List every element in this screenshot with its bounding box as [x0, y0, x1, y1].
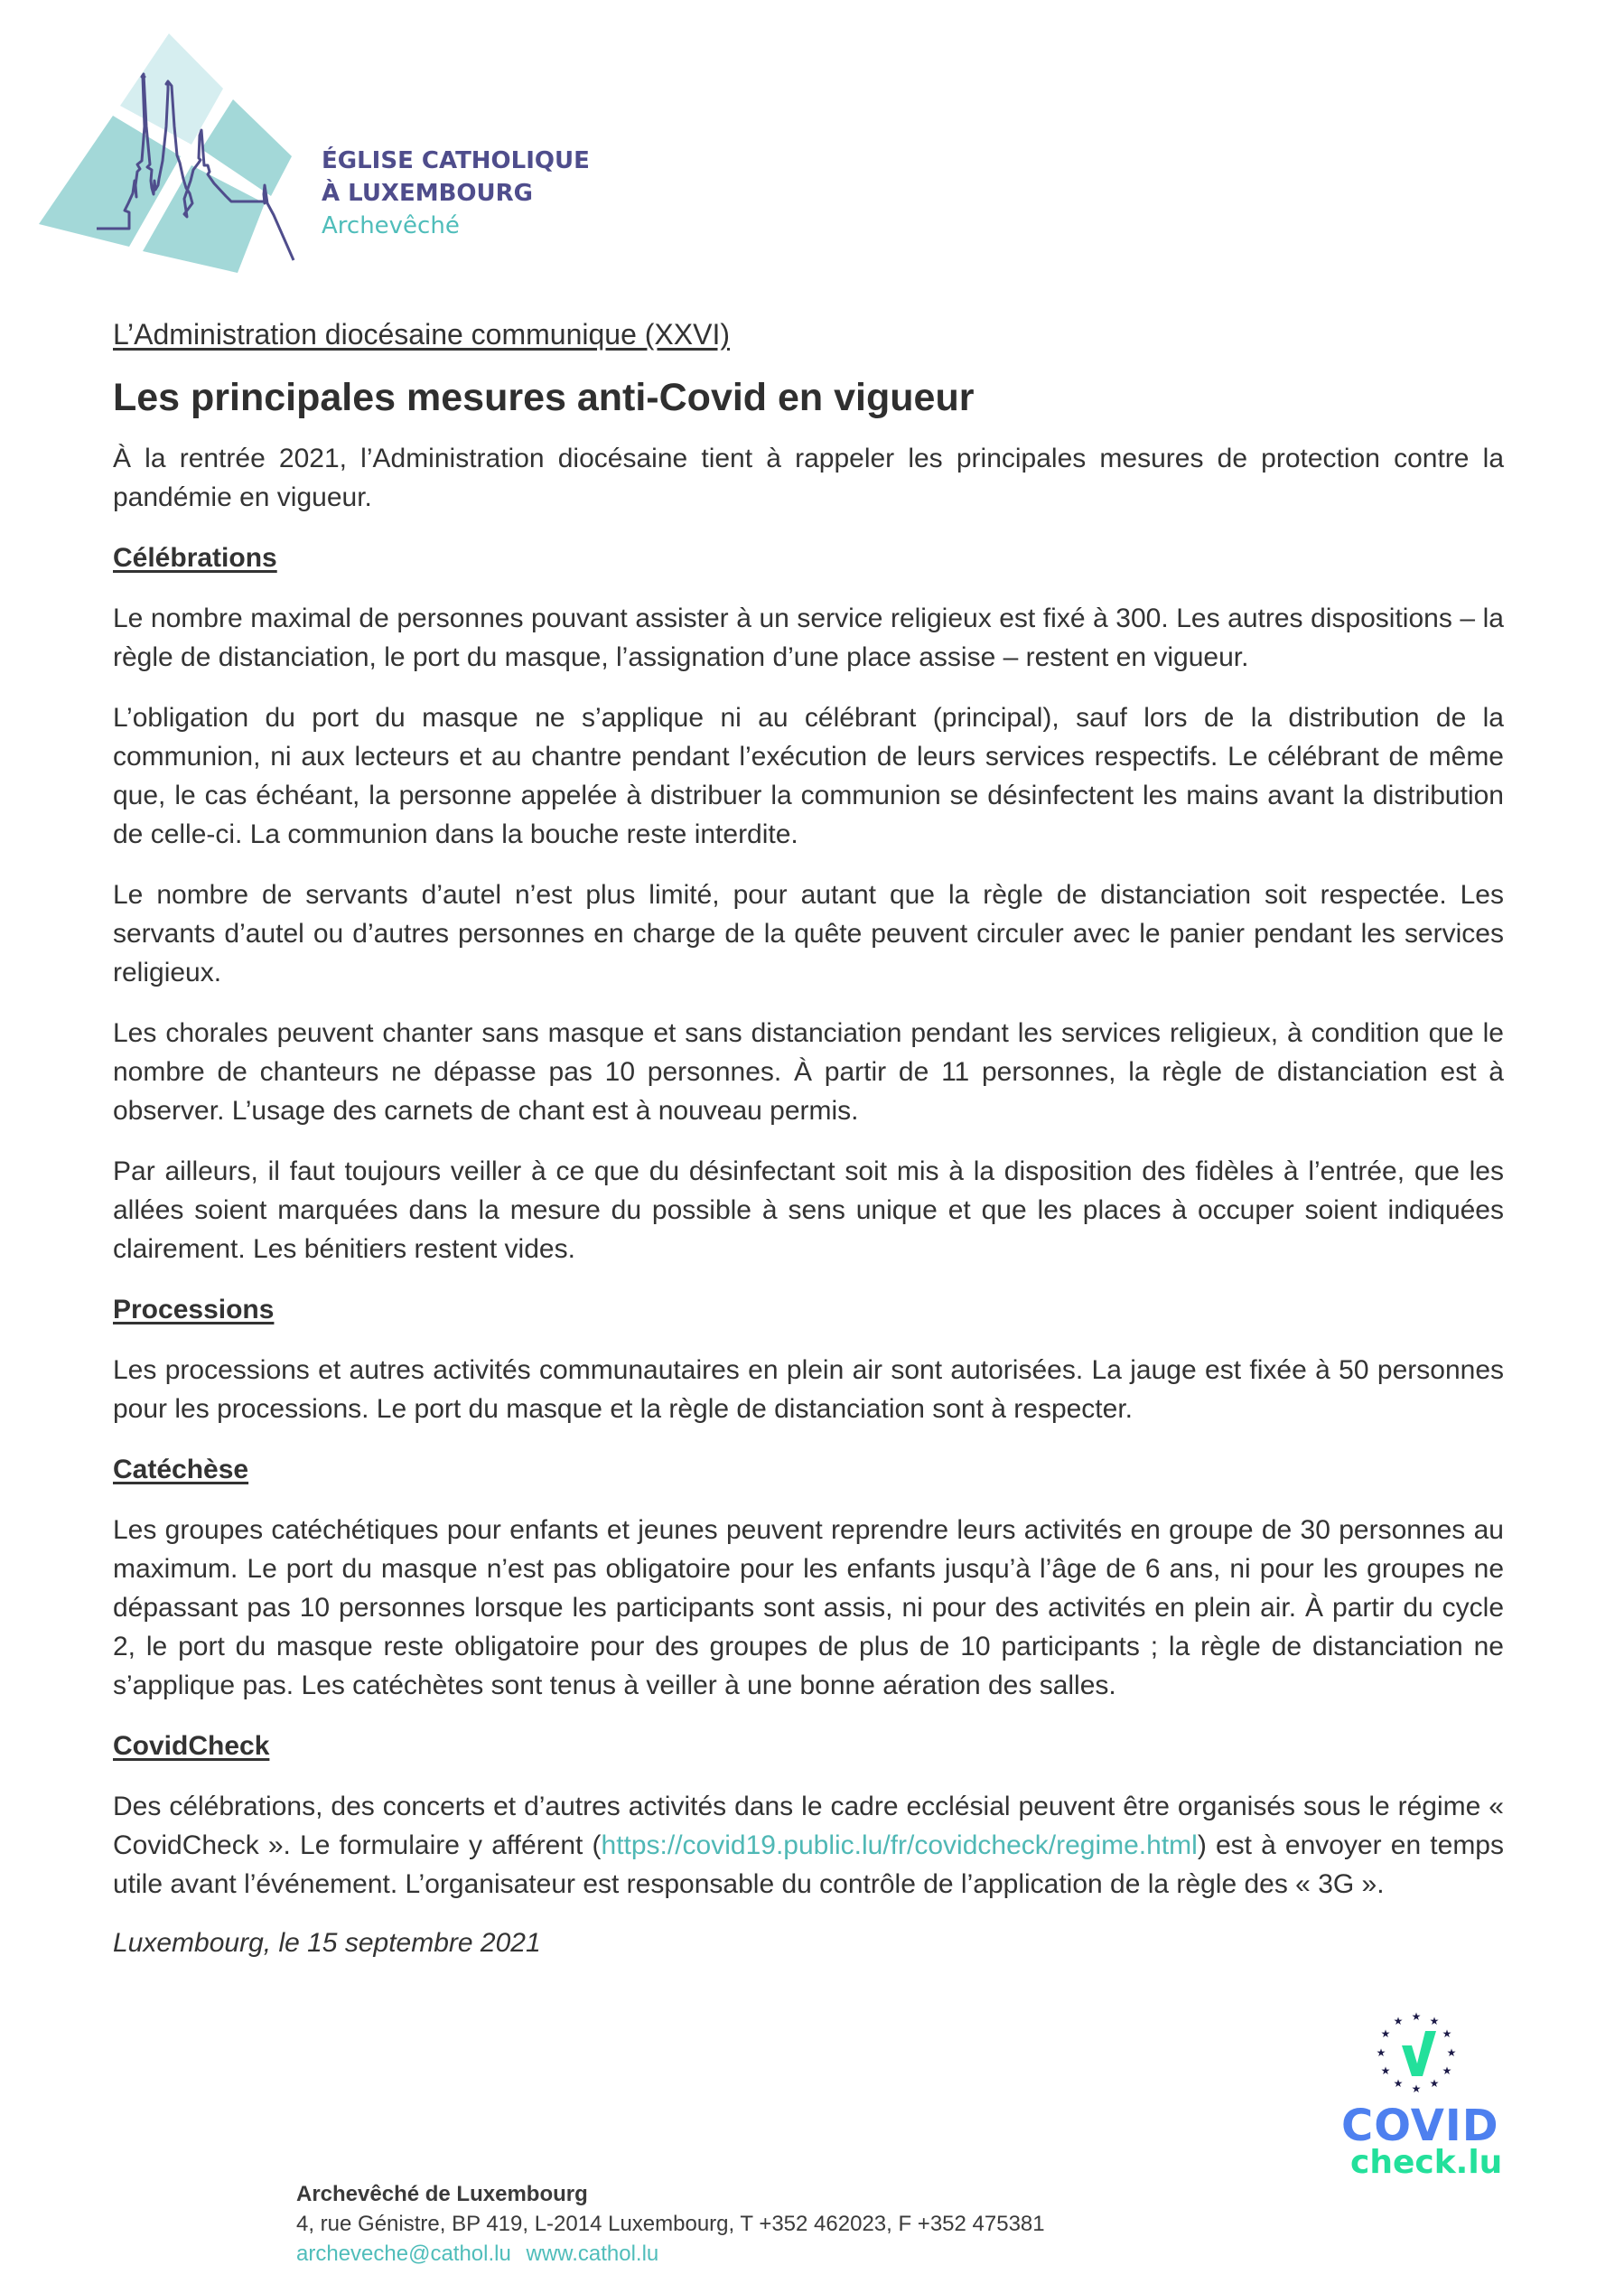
paragraph: Les processions et autres activités communautaires en plein air sont autorisées. La jauge est fixée à 50 personnes pour les processions. Le port du masque et la règle de distanciation sont à respecter. [113, 1355, 1504, 1424]
svg-text:★: ★ [1411, 2082, 1422, 2095]
date-line: Luxembourg, le 15 septembre 2021 [113, 1928, 541, 1958]
paragraph: Les groupes catéchétiques pour enfants et jeunes peuvent reprendre leurs activités en groupe de 30 personnes au maximum. Le port du masque n’est pas obligatoire pour les enfants jusqu’à l’âge de 6 ans, ni pour les groupes ne dépassant pas 10 personnes lorsque les participants sont assis, ni pour des activités en plein air. À partir du cycle 2, le port du masque reste obligatoire pour des groupes de plus de 10 participants ; la règle de distanciation ne s’applique pas. Les catéchètes sont tenus à veiller à une bonne aération des salles. [113, 1515, 1504, 1700]
svg-text:★: ★ [1446, 2046, 1457, 2059]
paragraph-text: Des célébrations, des concerts et d’autres activités dans le cadre ecclésial peuvent être organisés sous le régime « CovidCheck ». Le formulaire y afférent ( [113, 1792, 1504, 1860]
covid-wordmark: COVID [1341, 2101, 1499, 2151]
document-body [113, 314, 1504, 1962]
paragraph: L’obligation du port du masque ne s’applique ni au célébrant (principal), sauf lors de la distribution de la communion, ni aux lecteurs et au chantre pendant l’exécution de leurs services respectifs. Le célébrant de même que, le cas échéant, la personne appelée à distribuer la communion se désinfectent les mains avant la distribution de celle-ci. La communion dans la bouche reste interdite. [113, 703, 1504, 849]
intro-paragraph: À la rentrée 2021, l’Administration diocésaine tient à rappeler les principales mesures de protection contre la pandémie en vigueur. [113, 444, 1504, 512]
page-title: Les principales mesures anti-Covid en vigueur [113, 376, 975, 419]
section-heading-covidcheck: CovidCheck [113, 1731, 270, 1761]
covidcheck-form-link[interactable]: https://covid19.public.lu/fr/covidcheck/regime.html [601, 1830, 1198, 1860]
svg-text:★: ★ [1393, 2015, 1404, 2027]
covidcheck-paragraph [113, 1787, 1504, 1904]
org-name-line2: À LUXEMBOURG [322, 180, 533, 207]
footer-org-name: Archevêché de Luxembourg [296, 2182, 588, 2206]
eu-stars-check-icon [1332, 1997, 1513, 2105]
archdiocese-logo [0, 0, 632, 289]
svg-text:★: ★ [1411, 2010, 1422, 2023]
footer-address: 4, rue Génistre, BP 419, L-2014 Luxembourg, T +352 462023, F +352 475381 [296, 2212, 1045, 2236]
footer-website-link[interactable]: www.cathol.lu [526, 2242, 659, 2266]
org-subtitle: Archevêché [322, 212, 460, 239]
svg-text:★: ★ [1442, 2027, 1452, 2040]
paragraph-text: ) est à envoyer en temps utile avant l’événement. L’organisateur est responsable du contrôle de l’application de la règle des « 3G ». [113, 1830, 1504, 1899]
section-heading-catechese: Catéchèse [113, 1455, 249, 1484]
paragraph: Le nombre de servants d’autel n’est plus limité, pour autant que la règle de distanciation soit respectée. Les servants d’autel ou d’autres personnes en charge de la quête peuvent circuler avec le panier pendant les services religieux. [113, 880, 1504, 987]
svg-text:★: ★ [1380, 2027, 1391, 2040]
svg-text:★: ★ [1429, 2077, 1440, 2090]
paragraph: Par ailleurs, il faut toujours veiller à ce que du désinfectant soit mis à la disposition des fidèles à l’entrée, que les allées soient marquées dans la mesure du possible à sens unique et que les places à occuper soient indiquées clairement. Les bénitiers restent vides. [113, 1156, 1504, 1264]
covidcheck-logo [1332, 1997, 1513, 2181]
church-skyline-icon [0, 0, 325, 289]
svg-text:★: ★ [1393, 2077, 1404, 2090]
org-name [322, 145, 590, 242]
footer-contact-links [296, 2239, 1045, 2269]
org-name-line1: ÉGLISE CATHOLIQUE [322, 147, 590, 174]
paragraph: Les chorales peuvent chanter sans masque et sans distanciation pendant les services religieux, à condition que le nombre de chanteurs ne dépasse pas 10 personnes. À partir de 11 personnes, la règle de distanciation est à observer. L’usage des carnets de chant est à nouveau permis. [113, 1018, 1504, 1126]
paragraph: Le nombre maximal de personnes pouvant assister à un service religieux est fixé à 300. Les autres dispositions – la règle de distanciation, le port du masque, l’assignation d’une place assise – restent en vigueur. [113, 604, 1504, 672]
footer [296, 2179, 1045, 2269]
svg-text:★: ★ [1380, 2064, 1391, 2077]
footer-email-link[interactable]: archeveche@cathol.lu [296, 2242, 511, 2266]
svg-text:★: ★ [1429, 2015, 1440, 2027]
svg-text:★: ★ [1442, 2064, 1452, 2077]
section-heading-celebrations: Célébrations [113, 543, 277, 573]
communique-kicker: L’Administration diocésaine communique (XXVI) [113, 318, 730, 351]
svg-text:★: ★ [1376, 2046, 1386, 2059]
section-heading-processions: Processions [113, 1295, 275, 1324]
checklu-wordmark: check.lu [1350, 2144, 1503, 2181]
